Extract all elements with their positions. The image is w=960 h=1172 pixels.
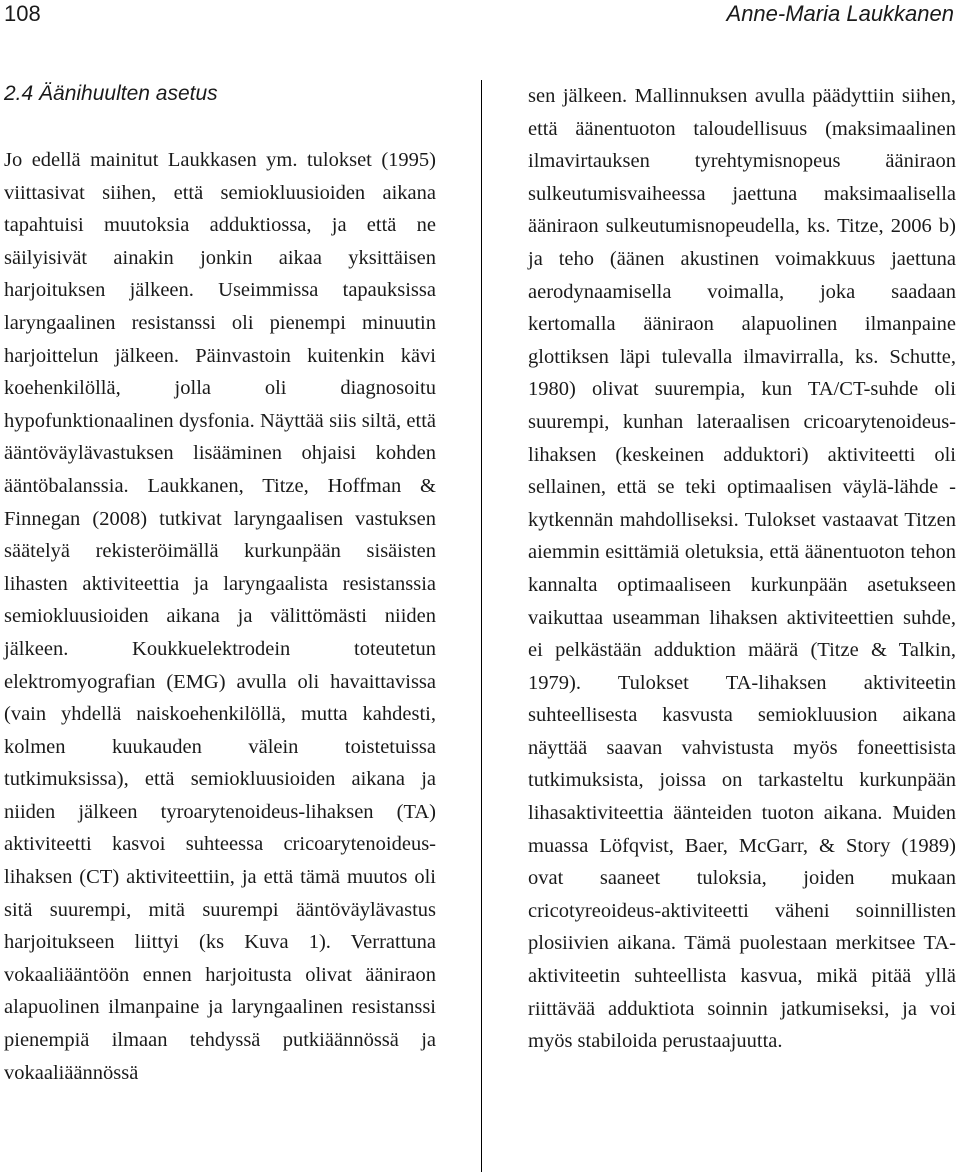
section-heading: 2.4 Äänihuulten asetus [4,82,218,105]
right-column-text: sen jälkeen. Mallinnuksen avulla päädyttiin siihen, että äänentuoton taloudellisuus (maksimaalinen ilmavirtauksen tyrehtymisnopeus ääniraon sulkeutumisvaiheessa jaettuna maksimaalisella ääniraon sulkeutumisnopeudella, ks. Titze, 2006 b) ja teho (äänen akustinen voimakkuus jaettuna aerodynaamisella voimalla, joka saadaan kertomalla ääniraon alapuolinen ilmanpaine glottiksen läpi tulevalla ilmavirralla, ks. Schutte, 1980) olivat suurempia, kun TA/CT-suhde oli suurempi, kunhan lateraalisen cricoarytenoideus-lihaksen (keskeinen adduktori) aktiviteetti oli sellainen, että se teki optimaalisen väylä-lähde -kytkennän mahdolliseksi. Tulokset vastaavat Titzen aiemmin esittämiä oletuksia, että äänentuoton tehon kannalta optimaaliseen kurkunpään asetukseen vaikuttaa useamman lihaksen aktiviteettien suhde, ei pelkästään adduktion määrä (Titze & Talkin, 1979). Tulokset TA-lihaksen aktiviteetin suhteellisesta kasvusta semiokluusion aikana näyttää saavan vahvistusta myös foneettisista tutkimuksista, joissa on tarkasteltu kurkunpään lihasaktiviteettia äänteiden tuoton aikana. Muiden muassa Löfqvist, Baer, McGarr, & Story (1989) ovat saaneet tuloksia, joiden mukaan cricotyreoideus-aktiviteetti väheni soinnillisten plosiivien aikana. Tämä puolestaan merkitsee TA-aktiviteetin suhteellista kasvua, mikä pitää yllä riittävää adduktiota soinnin jatkumiseksi, ja voi myös stabiloida perustaajuutta. [528,85,956,1053]
page-number: 108 [4,1,41,26]
left-column [4,144,436,1089]
right-column [528,80,956,1058]
left-column-text: Jo edellä mainitut Laukkasen ym. tulokset (1995) viittasivat siihen, että semiokluusioiden aikana tapahtuisi muutoksia adduktiossa, ja että ne säilyisivät ainakin jonkin aikaa yksittäisen harjoituksen jälkeen. Useimmissa tapauksissa laryngaalinen resistanssi oli pienempi minuutin harjoittelun jälkeen. Päinvastoin kuitenkin kävi koehenkilöllä, jolla oli diagnosoitu hypofunktionaalinen dysfonia. Näyttää siis siltä, että ääntöväylävastuksen lisääminen ohjaisi kohden ääntöbalanssia. Laukkanen, Titze, Hoffman & Finnegan (2008) tutkivat laryngaalisen vastuksen säätelyä rekisteröimällä kurkunpään sisäisten lihasten aktiviteettia ja laryngaalista resistanssia semiokluusioiden aikana ja välittömästi niiden jälkeen. Koukkuelektrodein toteutetun elektromyografian (EMG) avulla oli havaittavissa (vain yhdellä naiskoehenkilöllä, mutta kahdesti, kolmen kuukauden välein toistetuissa tutkimuksissa), että semiokluusioiden aikana ja niiden jälkeen tyroarytenoideus-lihaksen (TA) aktiviteetti kasvoi suhteessa cricoarytenoideus-lihaksen (CT) aktiviteettiin, ja että tämä muutos oli sitä suurempi, mitä suurempi ääntöväylävastus harjoitukseen liittyi (ks Kuva 1). Verrattuna vokaaliääntöön ennen harjoitusta olivat ääniraon alapuolinen ilmanpaine ja laryngaalinen resistanssi pienempiä ilmaan tehdyssä putkiäännössä ja vokaaliäännössä [4,149,436,1084]
column-divider [481,80,482,1172]
running-head-author: Anne-Maria Laukkanen [726,1,954,26]
